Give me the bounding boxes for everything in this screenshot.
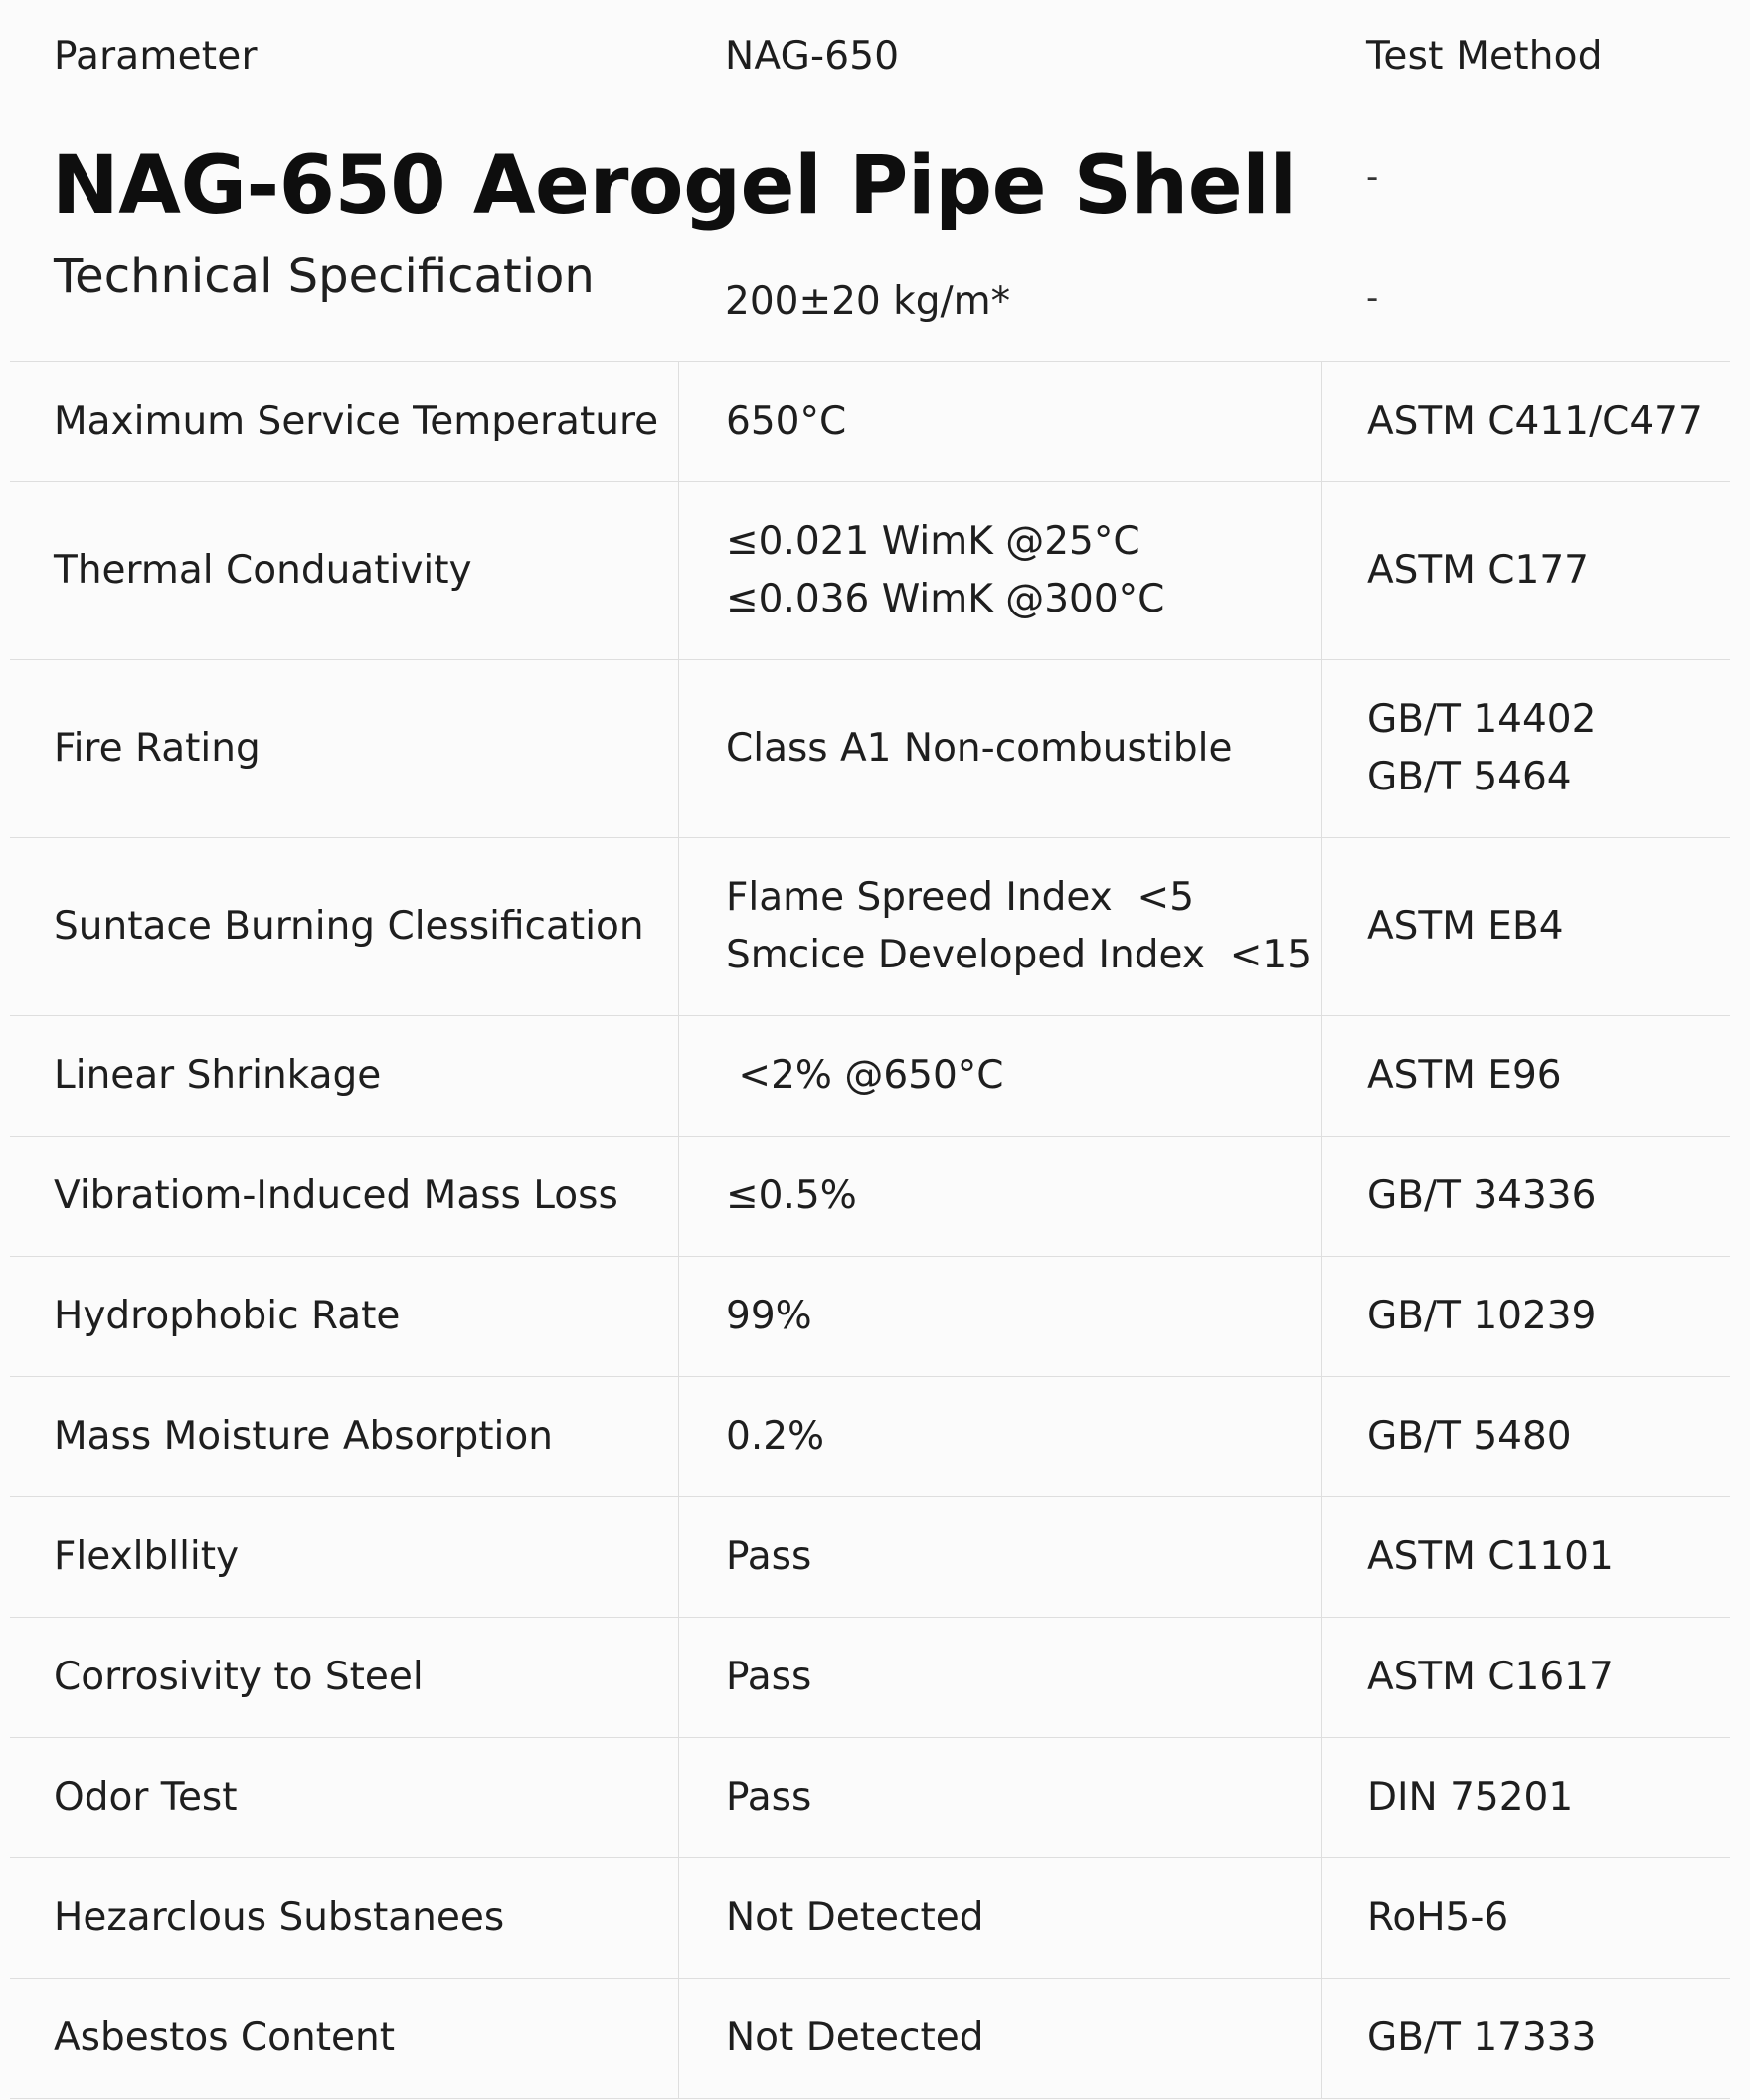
table-row [10,362,1730,482]
value-text: Class A1 Non-combustible [726,726,1233,771]
test-method-text: RoH5-6 [1367,1895,1509,1940]
value-text: 650°C [726,399,847,443]
test-method-text: ASTM C1101 [1367,1534,1614,1579]
test-method-text: ASTM EB4 [1367,904,1564,949]
parameter-text: Fire Rating [54,726,261,771]
value-cell [678,838,1321,1015]
header-test-method: Test Method [1366,34,1603,79]
test-method-cell [1321,1137,1730,1256]
value-text: ≤0.036 WimK @300°C [726,577,1165,621]
test-method-text: GB/T 10239 [1367,1294,1597,1338]
parameter-text: Vibratiom-Induced Mass Loss [54,1173,618,1218]
test-method-cell [1321,1377,1730,1496]
title-dash: - [1366,157,1379,197]
header-parameter: Parameter [54,34,258,79]
table-row [10,1738,1730,1858]
table-row [10,1257,1730,1377]
parameter-text: Linear Shrinkage [54,1053,382,1098]
parameter-cell [10,838,678,1015]
test-method-cell [1321,482,1730,659]
table-row [10,1377,1730,1497]
parameter-text: Flexlbllity [54,1534,240,1579]
test-method-text: DIN 75201 [1367,1775,1574,1820]
value-cell [678,1016,1321,1136]
test-method-text: ASTM C1617 [1367,1655,1614,1699]
parameter-text: Maximum Service Temperature [54,399,659,443]
test-method-text: GB/T 5480 [1367,1414,1572,1459]
value-cell [678,1738,1321,1857]
value-text: <2% @650°C [726,1053,1004,1098]
parameter-cell [10,1016,678,1136]
value-cell [678,1377,1321,1496]
value-text: Not Detected [726,2015,984,2060]
density-dash: - [1366,278,1379,318]
header-product: NAG-650 [725,34,900,79]
value-text: Pass [726,1655,812,1699]
test-method-cell [1321,838,1730,1015]
test-method-text: GB/T 17333 [1367,2015,1597,2060]
parameter-text: Odor Test [54,1775,238,1820]
value-cell [678,1618,1321,1737]
test-method-text: ASTM E96 [1367,1053,1562,1098]
value-text: Pass [726,1775,812,1820]
test-method-text: GB/T 14402 [1367,697,1597,742]
parameter-cell [10,1979,678,2098]
density-value: 200±20 kg/m* [725,279,1011,324]
value-text: Not Detected [726,1895,984,1940]
value-text: ≤0.021 WimK @25°C [726,519,1140,564]
parameter-cell [10,1858,678,1978]
test-method-text: GB/T 5464 [1367,755,1572,799]
table-row [10,482,1730,660]
test-method-cell [1321,1858,1730,1978]
table-row [10,838,1730,1016]
parameter-text: Asbestos Content [54,2015,396,2060]
parameter-cell [10,1738,678,1857]
parameter-text: Corrosivity to Steel [54,1655,424,1699]
value-cell [678,1257,1321,1376]
parameter-text: Mass Moisture Absorption [54,1414,553,1459]
parameter-text: Thermal Conduativity [54,548,472,593]
table-row [10,1016,1730,1137]
value-text: Flame Spreed Index <5 [726,875,1195,920]
value-cell [678,1858,1321,1978]
value-cell [678,1979,1321,2098]
test-method-cell [1321,1738,1730,1857]
value-cell [678,660,1321,837]
document-subtitle: Technical Specification [54,249,595,304]
test-method-cell [1321,362,1730,481]
value-cell [678,1137,1321,1256]
parameter-text: Hezarclous Substanees [54,1895,505,1940]
test-method-cell [1321,1618,1730,1737]
parameter-text: Suntace Burning Clessification [54,904,644,949]
test-method-text: GB/T 34336 [1367,1173,1597,1218]
table-row [10,1858,1730,1979]
test-method-cell [1321,1016,1730,1136]
test-method-text: ASTM C177 [1367,548,1589,593]
parameter-cell [10,362,678,481]
table-row [10,1137,1730,1257]
parameter-cell [10,1497,678,1617]
test-method-cell [1321,1979,1730,2098]
value-text: 99% [726,1294,812,1338]
value-cell [678,1497,1321,1617]
parameter-cell [10,482,678,659]
table-row [10,1979,1730,2099]
parameter-cell [10,1257,678,1376]
parameter-cell [10,1377,678,1496]
table-row [10,660,1730,838]
value-cell [678,362,1321,481]
parameter-cell [10,1137,678,1256]
table-row [10,1618,1730,1738]
parameter-cell [10,660,678,837]
document-title: NAG-650 Aerogel Pipe Shell [52,139,1297,233]
value-text: Smcice Developed Index <15 [726,933,1312,977]
spec-table [10,361,1730,2099]
parameter-cell [10,1618,678,1737]
table-row [10,1497,1730,1618]
test-method-text: ASTM C411/C477 [1367,399,1703,443]
test-method-cell [1321,1257,1730,1376]
value-text: Pass [726,1534,812,1579]
value-text: 0.2% [726,1414,825,1459]
test-method-cell [1321,660,1730,837]
parameter-text: Hydrophobic Rate [54,1294,401,1338]
value-text: ≤0.5% [726,1173,857,1218]
value-cell [678,482,1321,659]
test-method-cell [1321,1497,1730,1617]
